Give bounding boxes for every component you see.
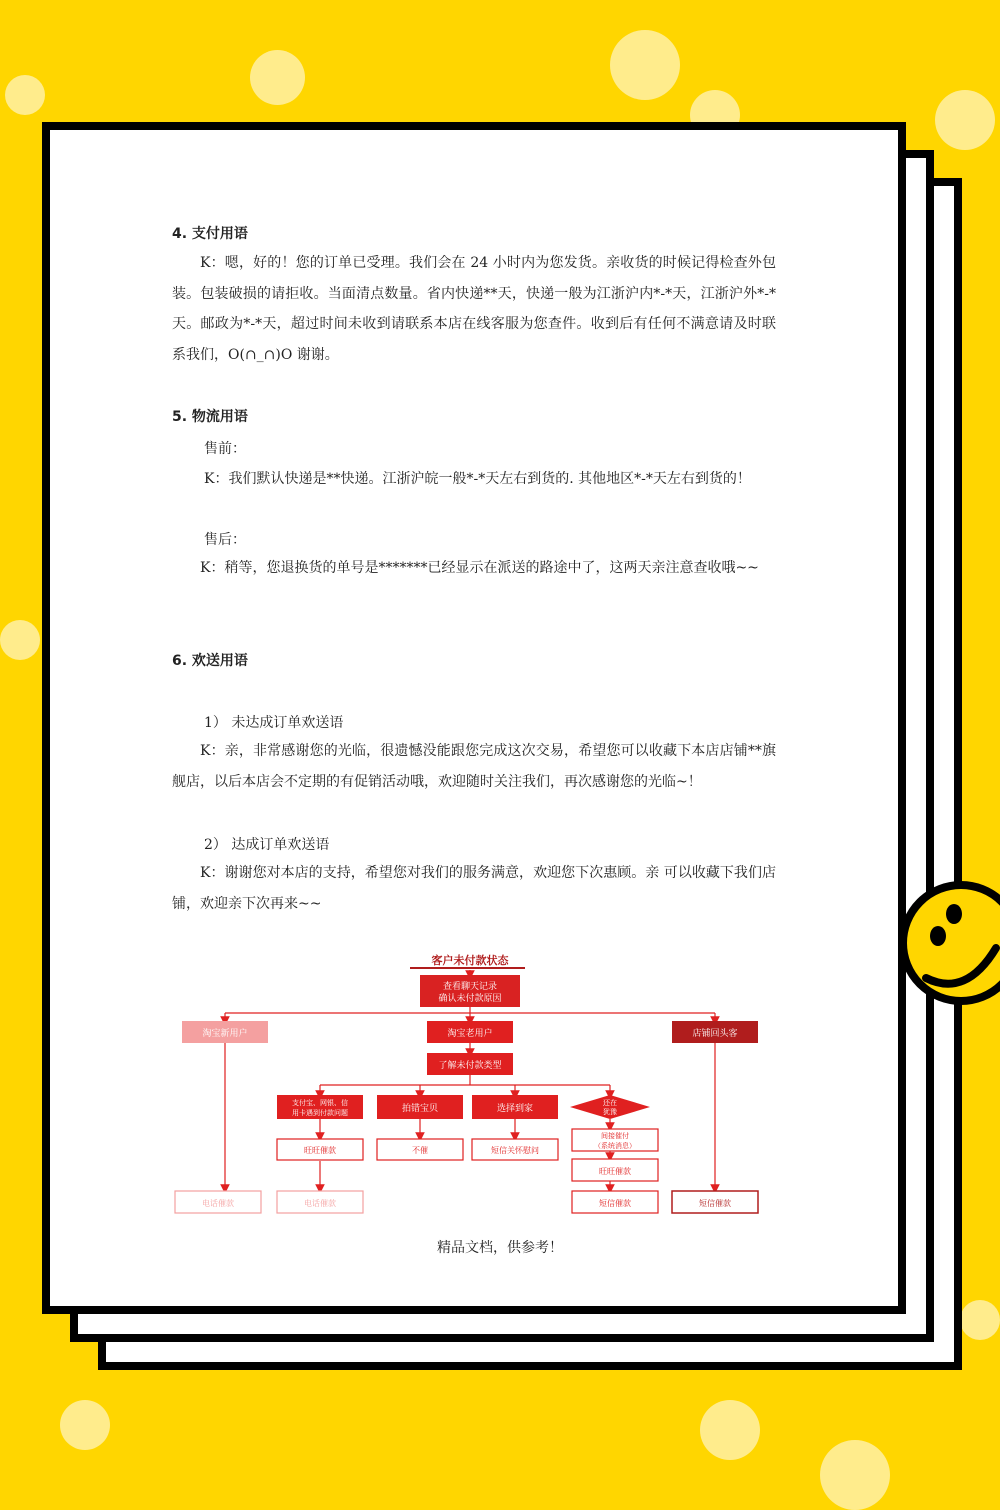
section-heading-logistics: 5. 物流用语 (172, 409, 248, 425)
flow-result-indirect-line1: 间接催付 (601, 1132, 629, 1140)
flow-end-sms-returning: 短信催款 (699, 1199, 731, 1208)
farewell-item1-text: K：亲，非常感谢您的光临，很遗憾没能跟您完成这次交易，希望您可以收藏下本店店铺**旗舰店，以后本店会不定期的有促销活动哦，欢迎随时关注我们，再次感谢您的光临~！ (172, 743, 776, 790)
flow-type3: 选择到家 (496, 1104, 534, 1114)
flow-result-wangwang: 旺旺催款 (304, 1146, 336, 1155)
presale-text: K：我们默认快递是**快递。江浙沪皖一般*-*天左右到货的. 其他地区*-*天左右到货的！ (204, 471, 751, 487)
flow-branch-returning: 店铺回头客 (692, 1029, 738, 1039)
bokeh-light (60, 1400, 110, 1450)
payment-paragraph: K：嗯，好的！您的订单已受理。我们会在 24 小时内为您发货。亲收货的时候记得检查外包装。包装破损的请拒收。当面清点数量。省内快递**天，快递一般为江浙沪内*-*天，江浙沪外*-*天。邮政为*-*天，超过时间未收到请联系本店在线客服为您查件。收到后有任何不满意请及时联系我们，O(∩_∩)O 谢谢。 (172, 255, 776, 363)
bokeh-light (700, 1400, 760, 1460)
flow-result-sms-care: 短信关怀慰问 (491, 1146, 539, 1155)
bokeh-light (5, 75, 45, 115)
smiley-icon (896, 878, 1000, 1008)
flow-result-wangwang-2: 旺旺催款 (599, 1167, 631, 1176)
flow-branch-old-user: 淘宝老用户 (447, 1029, 493, 1039)
bokeh-light (960, 1300, 1000, 1340)
flow-result-indirect-line2: （系统消息） (594, 1142, 636, 1150)
flow-type2: 拍错宝贝 (401, 1104, 439, 1114)
flow-result-sms-push: 短信催款 (599, 1199, 631, 1208)
flow-type4-line1: 还在 (603, 1099, 617, 1107)
farewell-item2-text: K：谢谢您对本店的支持，希望您对我们的服务满意，欢迎您下次惠顾。亲 可以收藏下我们店铺，欢迎亲下次再来~~ (172, 865, 776, 912)
flowchart-title: 客户未付款状态 (431, 954, 509, 967)
bokeh-light (935, 90, 995, 150)
flow-step1-line1: 查看聊天记录 (442, 982, 498, 992)
aftersale-label: 售后： (204, 532, 246, 548)
flow-end-phone-new: 电话催款 (202, 1199, 234, 1208)
flow-branch-new-user: 淘宝新用户 (202, 1029, 248, 1039)
flow-understand-type: 了解未付款类型 (438, 1061, 502, 1071)
flow-step1-line2: 确认未付款原因 (438, 994, 502, 1004)
flow-end-phone-type1: 电话催款 (304, 1199, 336, 1208)
flow-result-no-push: 不催 (412, 1146, 428, 1155)
farewell-item1-label: 1） 未达成订单欢送语 (204, 715, 344, 731)
farewell-item2-label: 2） 达成订单欢送语 (204, 837, 330, 853)
section-heading-farewell: 6. 欢送用语 (172, 653, 248, 669)
aftersale-text: K：稍等，您退换货的单号是*******已经显示在派送的路途中了，这两天亲注意查收哦~~ (200, 560, 759, 576)
document-footer: 精品文档，供参考！ (437, 1240, 563, 1256)
section-heading-payment: 4. 支付用语 (172, 226, 248, 242)
flow-type1-line1: 支付宝、网银、信 (292, 1099, 348, 1107)
flow-type1-line2: 用卡遇到付款问题 (292, 1109, 348, 1117)
bokeh-light (610, 30, 680, 100)
flow-type4-line2: 犹豫 (603, 1108, 617, 1116)
unpaid-flowchart (170, 945, 770, 1220)
bokeh-light (250, 50, 305, 105)
presale-label: 售前： (204, 441, 246, 457)
bokeh-light (0, 620, 40, 660)
